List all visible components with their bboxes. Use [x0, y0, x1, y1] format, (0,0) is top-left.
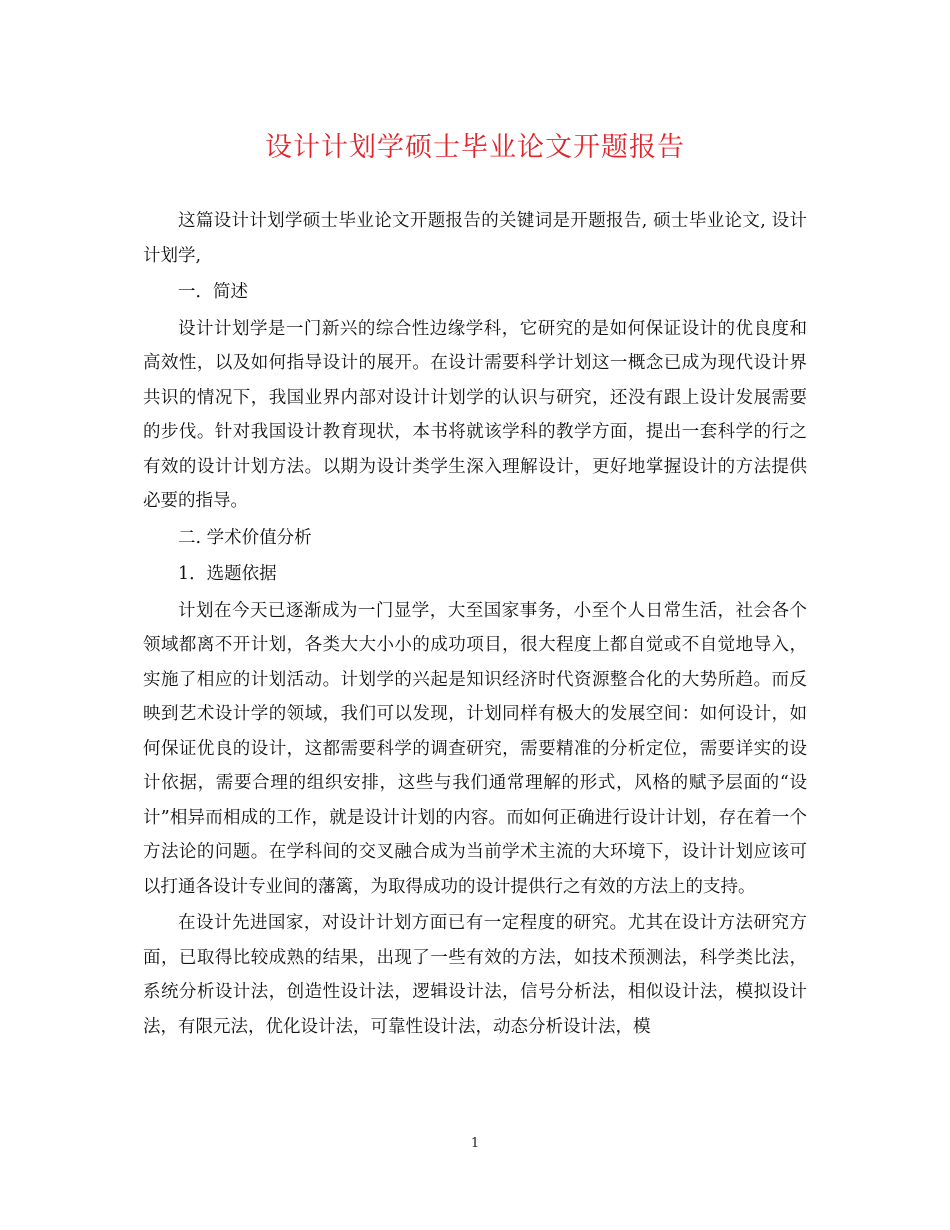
research-status-paragraph: 在设计先进国家，对设计计划方面已有一定程度的研究。尤其在设计方法研究方面，已取得比较成熟的结果，出现了一些有效的方法，如技术预测法，科学类比法，系统分析设计法，创造性设计法，逻辑设计法，信号分析法，相似设计法，模拟设计法，有限元法，优化设计法，可靠性设计法，动态分析设计法，模 [143, 913, 807, 1037]
document-title: 设计计划学硕士毕业论文开题报告 [265, 132, 685, 163]
topic-basis-paragraph: 计划在今天已逐渐成为一门显学，大至国家事务，小至个人日常生活，社会各个领域都离不开计划，各类大大小小的成功项目，很大程度上都自觉或不自觉地导入，实施了相应的计划活动。计划学的兴起是知识经济时代资源整合化的大势所趋。而反映到艺术设计学的领域，我们可以发现，计划同样有极大的发展空间：如何设计，如何保证优良的设计，这都需要科学的调查研究，需要精准的分析定位，需要详实的设计依据，需要合理的组织安排，这些与我们通常理解的形式，风格的赋予层面的“设计”相异而相成的工作，就是设计计划的内容。而如何正确进行设计计划，存在着一个方法论的问题。在学科间的交叉融合成为当前学术主流的大环境下，设计计划应该可以打通各设计专业间的藩篱，为取得成功的设计提供行之有效的方法上的支持。 [143, 600, 807, 897]
keywords-paragraph: 这篇设计计划学硕士毕业论文开题报告的关键词是开题报告, 硕士毕业论文, 设计计划学, [143, 211, 807, 266]
document-body [143, 204, 807, 1046]
page-number: 1 [470, 1136, 480, 1151]
overview-paragraph: 设计计划学是一门新兴的综合性边缘学科，它研究的是如何保证设计的优良度和高效性，以及如何指导设计的展开。在设计需要科学计划这一概念已成为现代设计界共识的情况下，我国业界内部对设计计划学的认识与研究，还没有跟上设计发展需要的步伐。针对我国设计教育现状，本书将就该学科的教学方面，提出一套科学的行之有效的设计计划方法。以期为设计类学生深入理解设计，更好地掌握设计的方法提供必要的指导。 [143, 318, 807, 511]
section-heading-academic-value: 二. 学术价值分析 [178, 527, 312, 548]
subsection-heading-topic-basis: 1．选题依据 [178, 564, 277, 584]
section-heading-overview: 一．简述 [178, 282, 248, 302]
